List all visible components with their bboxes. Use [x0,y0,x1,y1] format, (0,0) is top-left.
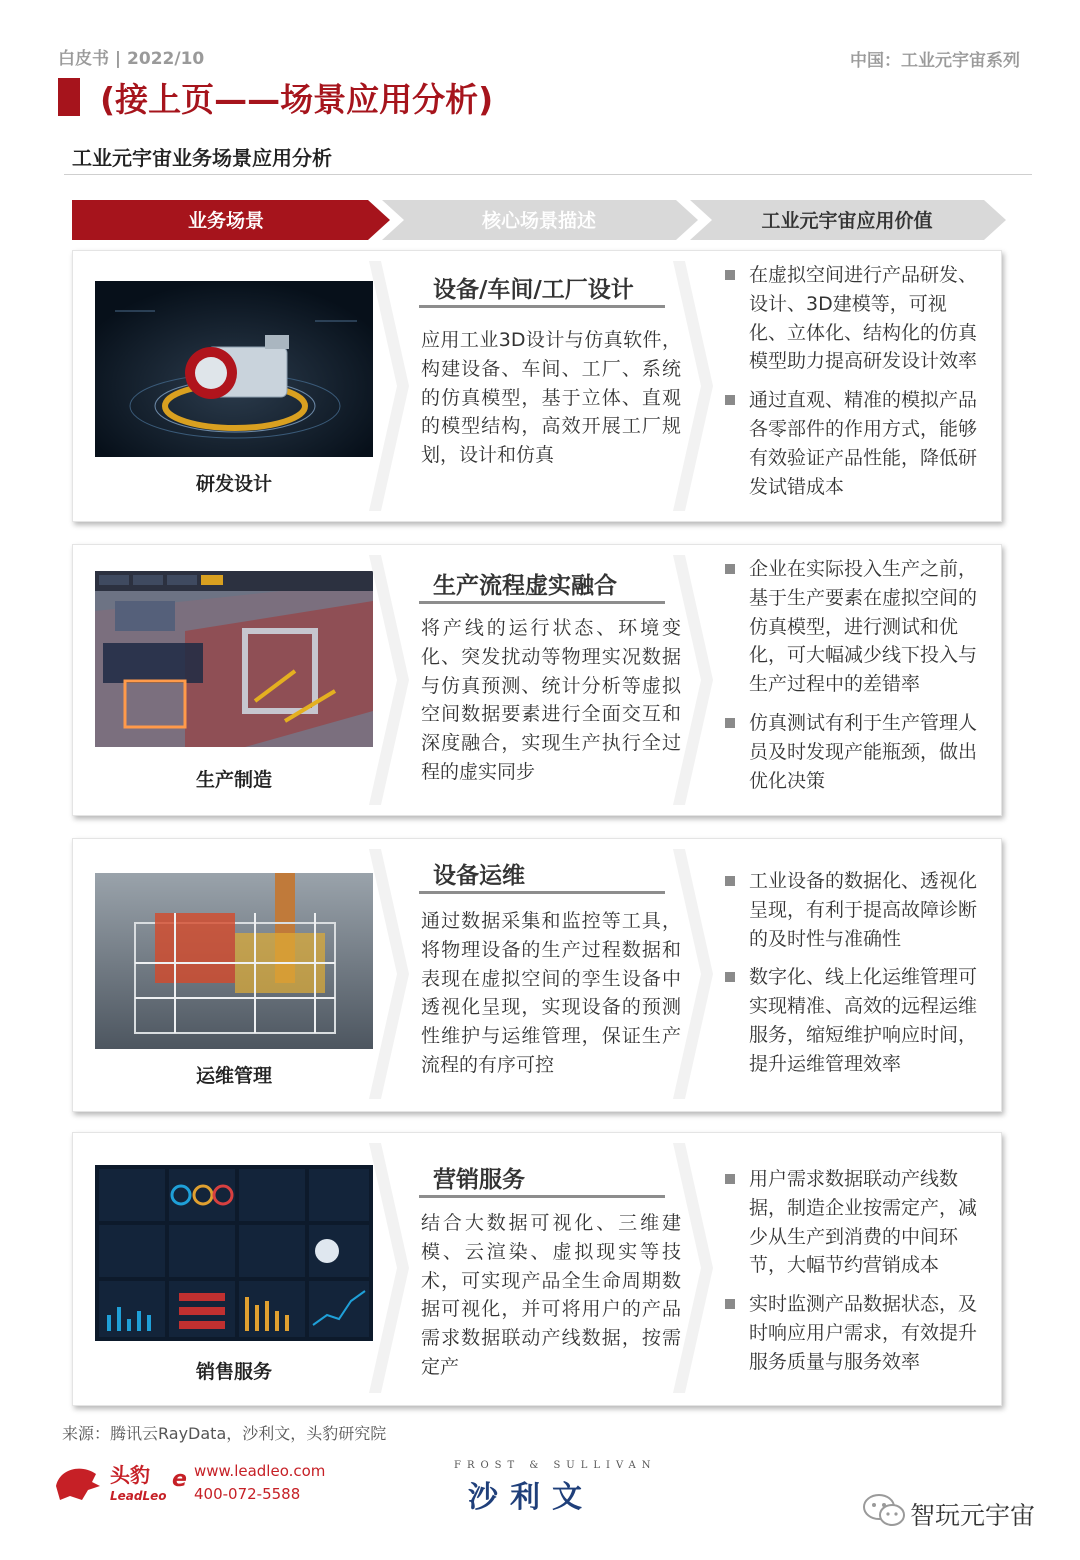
value-item: 工业设备的数据化、透视化呈现，有利于提高故障诊断的及时性与准确性 [723,867,983,953]
leadleo-logo [52,1460,192,1504]
scene-title: 营销服务 [433,1167,525,1193]
section-subtitle: 工业元宇宙业务场景应用分析 [72,146,332,170]
row-chevron-separator [369,261,409,511]
column-header-chevrons [72,200,1007,240]
value-item: 在虚拟空间进行产品研发、设计、3D建模等，可视化、立体化、结构化的仿真模型助力提高研发设计效率 [723,261,983,376]
value-item: 通过直观、精准的模拟产品各零部件的作用方式，能够有效验证产品性能，降低研发试错成本 [723,386,983,501]
scene-title: 设备运维 [433,863,525,889]
scene-caption: 运维管理 [195,1065,272,1087]
header-series: 中国：工业元宇宙系列 [850,51,1020,71]
bullet-square-icon [725,718,735,728]
value-item: 用户需求数据联动产线数据，制造企业按需定产，减少从生产到消费的中间环节，大幅节约营销成本 [723,1165,983,1280]
thumb-sales-dashboard [95,1165,373,1341]
scene-title: 设备/车间/工厂设计 [433,277,634,303]
scene-card-manufacturing [72,544,1002,816]
bullet-square-icon [725,876,735,886]
bullet-square-icon [725,395,735,405]
scene-card-rnd [72,250,1002,522]
thumb-production-line [95,571,373,747]
value-list [723,261,983,511]
scene-description: 结合大数据可视化、三维建模、云渲染、虚拟现实等技术，可实现产品全生命周期数据可视化，并可将用户的产品需求数据联动产线数据，按需定产 [421,1212,681,1378]
leadleo-website[interactable]: www.leadleo.com [194,1462,326,1480]
value-list [723,1165,983,1387]
wechat-icon [862,1492,906,1528]
subtitle-divider [64,174,1032,175]
frost-sullivan-en: FROST & SULLIVAN [454,1460,657,1471]
scene-title: 生产流程虚实融合 [433,573,617,599]
scene-title-underline [419,891,665,894]
row-chevron-separator [369,849,409,1099]
wechat-account-name: 智玩元宇宙 [910,1501,1036,1530]
bullet-square-icon [725,972,735,982]
column-label-business-scene: 业务场景 [187,210,265,232]
leopard-icon [56,1469,100,1500]
thumb-plant-maintenance [95,873,373,1049]
bullet-square-icon [725,1299,735,1309]
value-item: 仿真测试有利于生产管理人员及时发现产能瓶颈，做出优化决策 [723,709,983,795]
value-list [723,555,983,805]
bullet-square-icon [725,564,735,574]
scene-description: 将产线的运行状态、环境变化、突发扰动等物理实况数据与仿真预测、统计分析等虚拟空间数据要素进行全面交互和深度融合，实现生产执行全过程的虚实同步 [421,617,681,783]
scene-caption: 生产制造 [195,769,272,791]
bullet-square-icon [725,270,735,280]
title-accent-bar [58,78,80,116]
leadleo-en: LeadLeo [110,1489,167,1503]
scene-title-underline [419,601,665,604]
scene-title-underline [419,305,665,308]
scene-caption: 销售服务 [195,1361,272,1383]
leadleo-cn: 头豹 [110,1463,150,1487]
thumb-equipment-design [95,281,373,457]
value-item: 数字化、线上化运维管理可实现精准、高效的远程运维服务，缩短维护响应时间，提升运维管理效率 [723,963,983,1078]
scene-description: 通过数据采集和监控等工具，将物理设备的生产过程数据和表现在虚拟空间的孪生设备中透视化呈现，实现设备的预测性维护与运维管理，保证生产流程的有序可控 [421,910,681,1076]
value-item: 实时监测产品数据状态，及时响应用户需求，有效提升服务质量与服务效率 [723,1290,983,1376]
scene-caption: 研发设计 [195,473,272,495]
value-item: 企业在实际投入生产之前，基于生产要素在虚拟空间的仿真模型，进行测试和优化，可大幅减少线下投入与生产过程中的差错率 [723,555,983,699]
column-label-application-value: 工业元宇宙应用价值 [761,210,933,232]
value-list [723,867,983,1089]
scene-description: 应用工业3D设计与仿真软件，构建设备、车间、工厂、系统的仿真模型，基于立体、直观的模型结构，高效开展工厂规划，设计和仿真 [421,329,681,467]
bullet-square-icon [725,1174,735,1184]
column-label-core-description: 核心场景描述 [481,210,597,232]
source-note: 来源：腾讯云RayData，沙利文，头豹研究院 [62,1424,387,1443]
scene-card-sales [72,1132,1002,1406]
scene-title-underline [419,1195,665,1198]
row-chevron-separator [369,1143,409,1393]
scene-card-maintenance [72,838,1002,1112]
page-title: (接上页——场景应用分析) [100,80,494,119]
frost-sullivan-cn: 沙利文 [468,1480,594,1515]
header-report-type: 白皮书 | 2022/10 [58,49,205,69]
leadleo-phone: 400-072-5588 [194,1485,301,1503]
e-icon: e [172,1467,187,1492]
row-chevron-separator [369,555,409,805]
